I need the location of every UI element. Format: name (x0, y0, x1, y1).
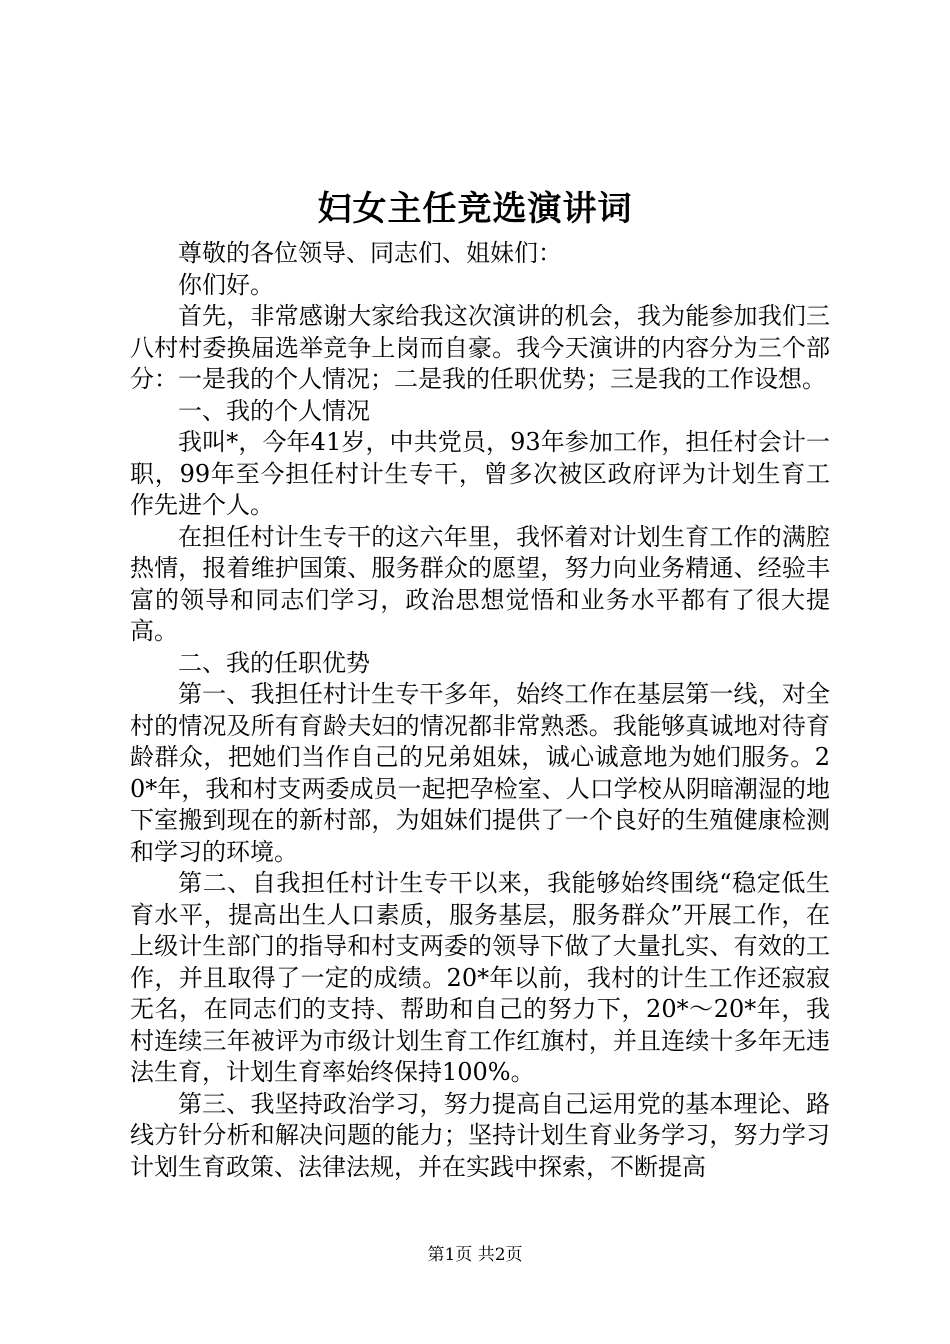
personal-info-paragraph: 我叫*，今年41岁，中共党员，93年参加工作，担任村会计一职，99年至今担任村计生专干，曾多次被区政府评为计划生育工作先进个人。 (130, 428, 830, 519)
salutation-paragraph: 尊敬的各位领导、同志们、姐妹们： (178, 239, 562, 267)
advantage-one-paragraph: 第一、我担任村计生专干多年，始终工作在基层第一线，对全村的情况及所有育龄夫妇的情况都非常熟悉。我能够真诚地对待育龄群众，把她们当作自己的兄弟姐妹，诚心诚意地为她们服务。20*年，我和村支两委成员一起把孕检室、人口学校从阴暗潮湿的地下室搬到现在的新村部，为姐妹们提供了一个良好的生殖健康检测和学习的环境。 (130, 680, 830, 866)
document-title: 妇女主任竞选演讲词 (317, 189, 633, 229)
advantage-three-paragraph: 第三、我坚持政治学习，努力提高自己运用党的基本理论、路线方针分析和解决问题的能力；坚持计划生育业务学习，努力学习计划生育政策、法律法规，并在实践中探索，不断提高 (130, 1089, 830, 1181)
intro-paragraph: 首先，非常感谢大家给我这次演讲的机会，我为能参加我们三八村村委换届选举竞争上岗而自豪。我今天演讲的内容分为三个部分：一是我的个人情况；二是我的任职优势；三是我的工作设想。 (130, 302, 830, 393)
greeting-paragraph: 你们好。 (178, 270, 274, 299)
advantage-two-paragraph: 第二、自我担任村计生专干以来，我能够始终围绕“稳定低生育水平，提高出生人口素质，服务基层，服务群众”开展工作，在上级计生部门的指导和村支两委的领导下做了大量扎实、有效的工作，并且取得了一定的成绩。20*年以前，我村的计生工作还寂寂无名，在同志们的支持、帮助和自己的努力下，20*～20*年，我村连续三年被评为市级计划生育工作红旗村，并且连续十多年无违法生育，计划生育率始终保持100%。 (130, 869, 830, 1086)
section-heading-personal: 一、我的个人情况 (178, 396, 370, 425)
experience-paragraph: 在担任村计生专干的这六年里，我怀着对计划生育工作的满腔热情，报着维护国策、服务群众的愿望，努力向业务精通、经验丰富的领导和同志们学习，政治思想觉悟和业务水平都有了很大提高。 (130, 522, 830, 645)
section-heading-advantages: 二、我的任职优势 (178, 648, 370, 677)
document-body (130, 238, 830, 1183)
page-number-footer: 第1页 共2页 (427, 1245, 523, 1265)
